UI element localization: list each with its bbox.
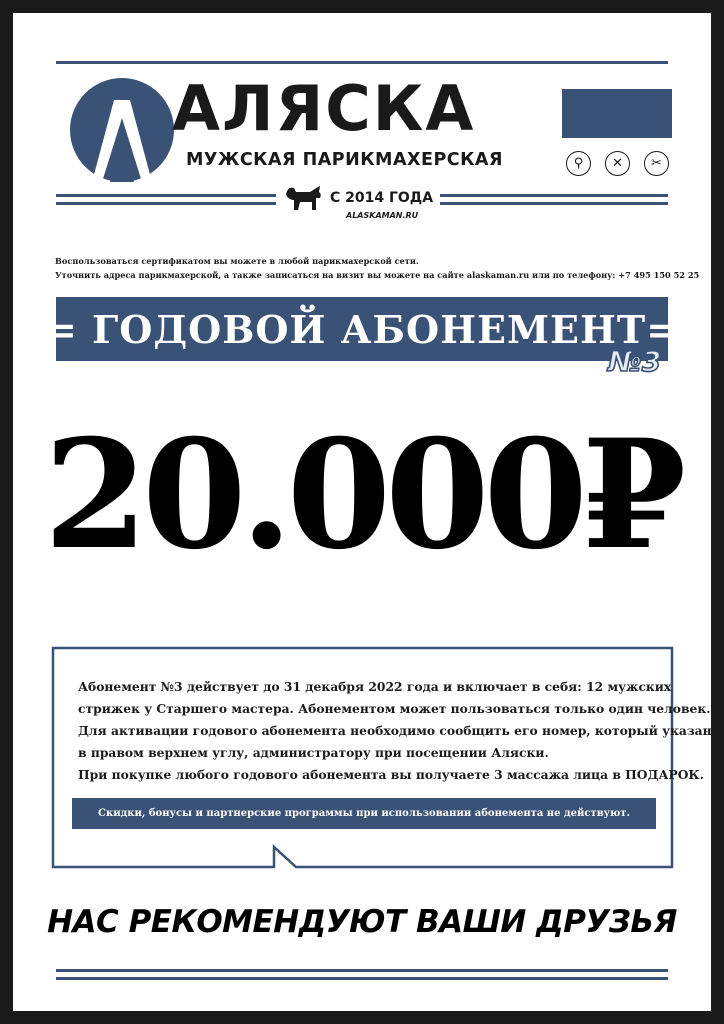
hair-dryer-icon: ⚲	[566, 151, 591, 176]
slogan: НАС РЕКОМЕНДУЮТ ВАШИ ДРУЗЬЯ	[47, 904, 677, 940]
scissors-icon: ✂	[644, 151, 669, 176]
razor-icon: ✕	[605, 151, 630, 176]
brand-subtitle: МУЖСКАЯ ПАРИКМАХЕРСКАЯ	[186, 150, 503, 170]
terms-line-1: Абонемент №3 действует до 31 декабря 2022 года и включает в себя: 12 мужских	[78, 679, 672, 694]
brand-name: АЛЯСКА	[172, 72, 476, 145]
terms-line-2: стрижек у Старшего мастера. Абонементом может пользоваться только один человек.	[78, 701, 711, 716]
logo-mark-icon	[70, 78, 174, 182]
terms-line-4: в правом верхнем углу, администратору при посещении Аляски.	[78, 745, 549, 760]
number-block	[562, 89, 672, 138]
bottom-rule-top	[56, 969, 668, 972]
website-text: ALASKAMAN.RU	[346, 211, 419, 220]
info-line-1: Воспользоваться сертификатом вы можете в любой парикмахерской сети.	[55, 256, 419, 266]
since-text: С 2014 ГОДА	[330, 190, 434, 206]
since-rule-right-bottom	[440, 202, 668, 205]
top-rule	[56, 61, 668, 64]
terms-line-5: При покупке любого годового абонемента вы получаете 3 массажа лица в ПОДАРОК.	[78, 767, 704, 782]
price: 20.000₽	[43, 407, 681, 583]
title-banner: = ГОДОВОЙ АБОНЕМЕНТ=	[56, 297, 668, 361]
bottom-rule-bottom	[56, 977, 668, 980]
certificate-number: №3	[608, 345, 662, 378]
terms-notice: Скидки, бонусы и партнерские программы при использовании абонемента не действуют.	[72, 798, 656, 829]
dog-icon	[284, 184, 324, 212]
terms-line-3: Для активации годового абонемента необходимо сообщить его номер, который указан	[78, 723, 712, 738]
info-line-2: Уточнить адреса парикмахерской, а также записаться на визит вы можете на сайте alaskaman.ru или по телефону: +7 495 150 52 25	[55, 270, 700, 280]
since-rule-right-top	[440, 194, 668, 197]
since-rule-left-bottom	[56, 202, 276, 205]
since-rule-left-top	[56, 194, 276, 197]
